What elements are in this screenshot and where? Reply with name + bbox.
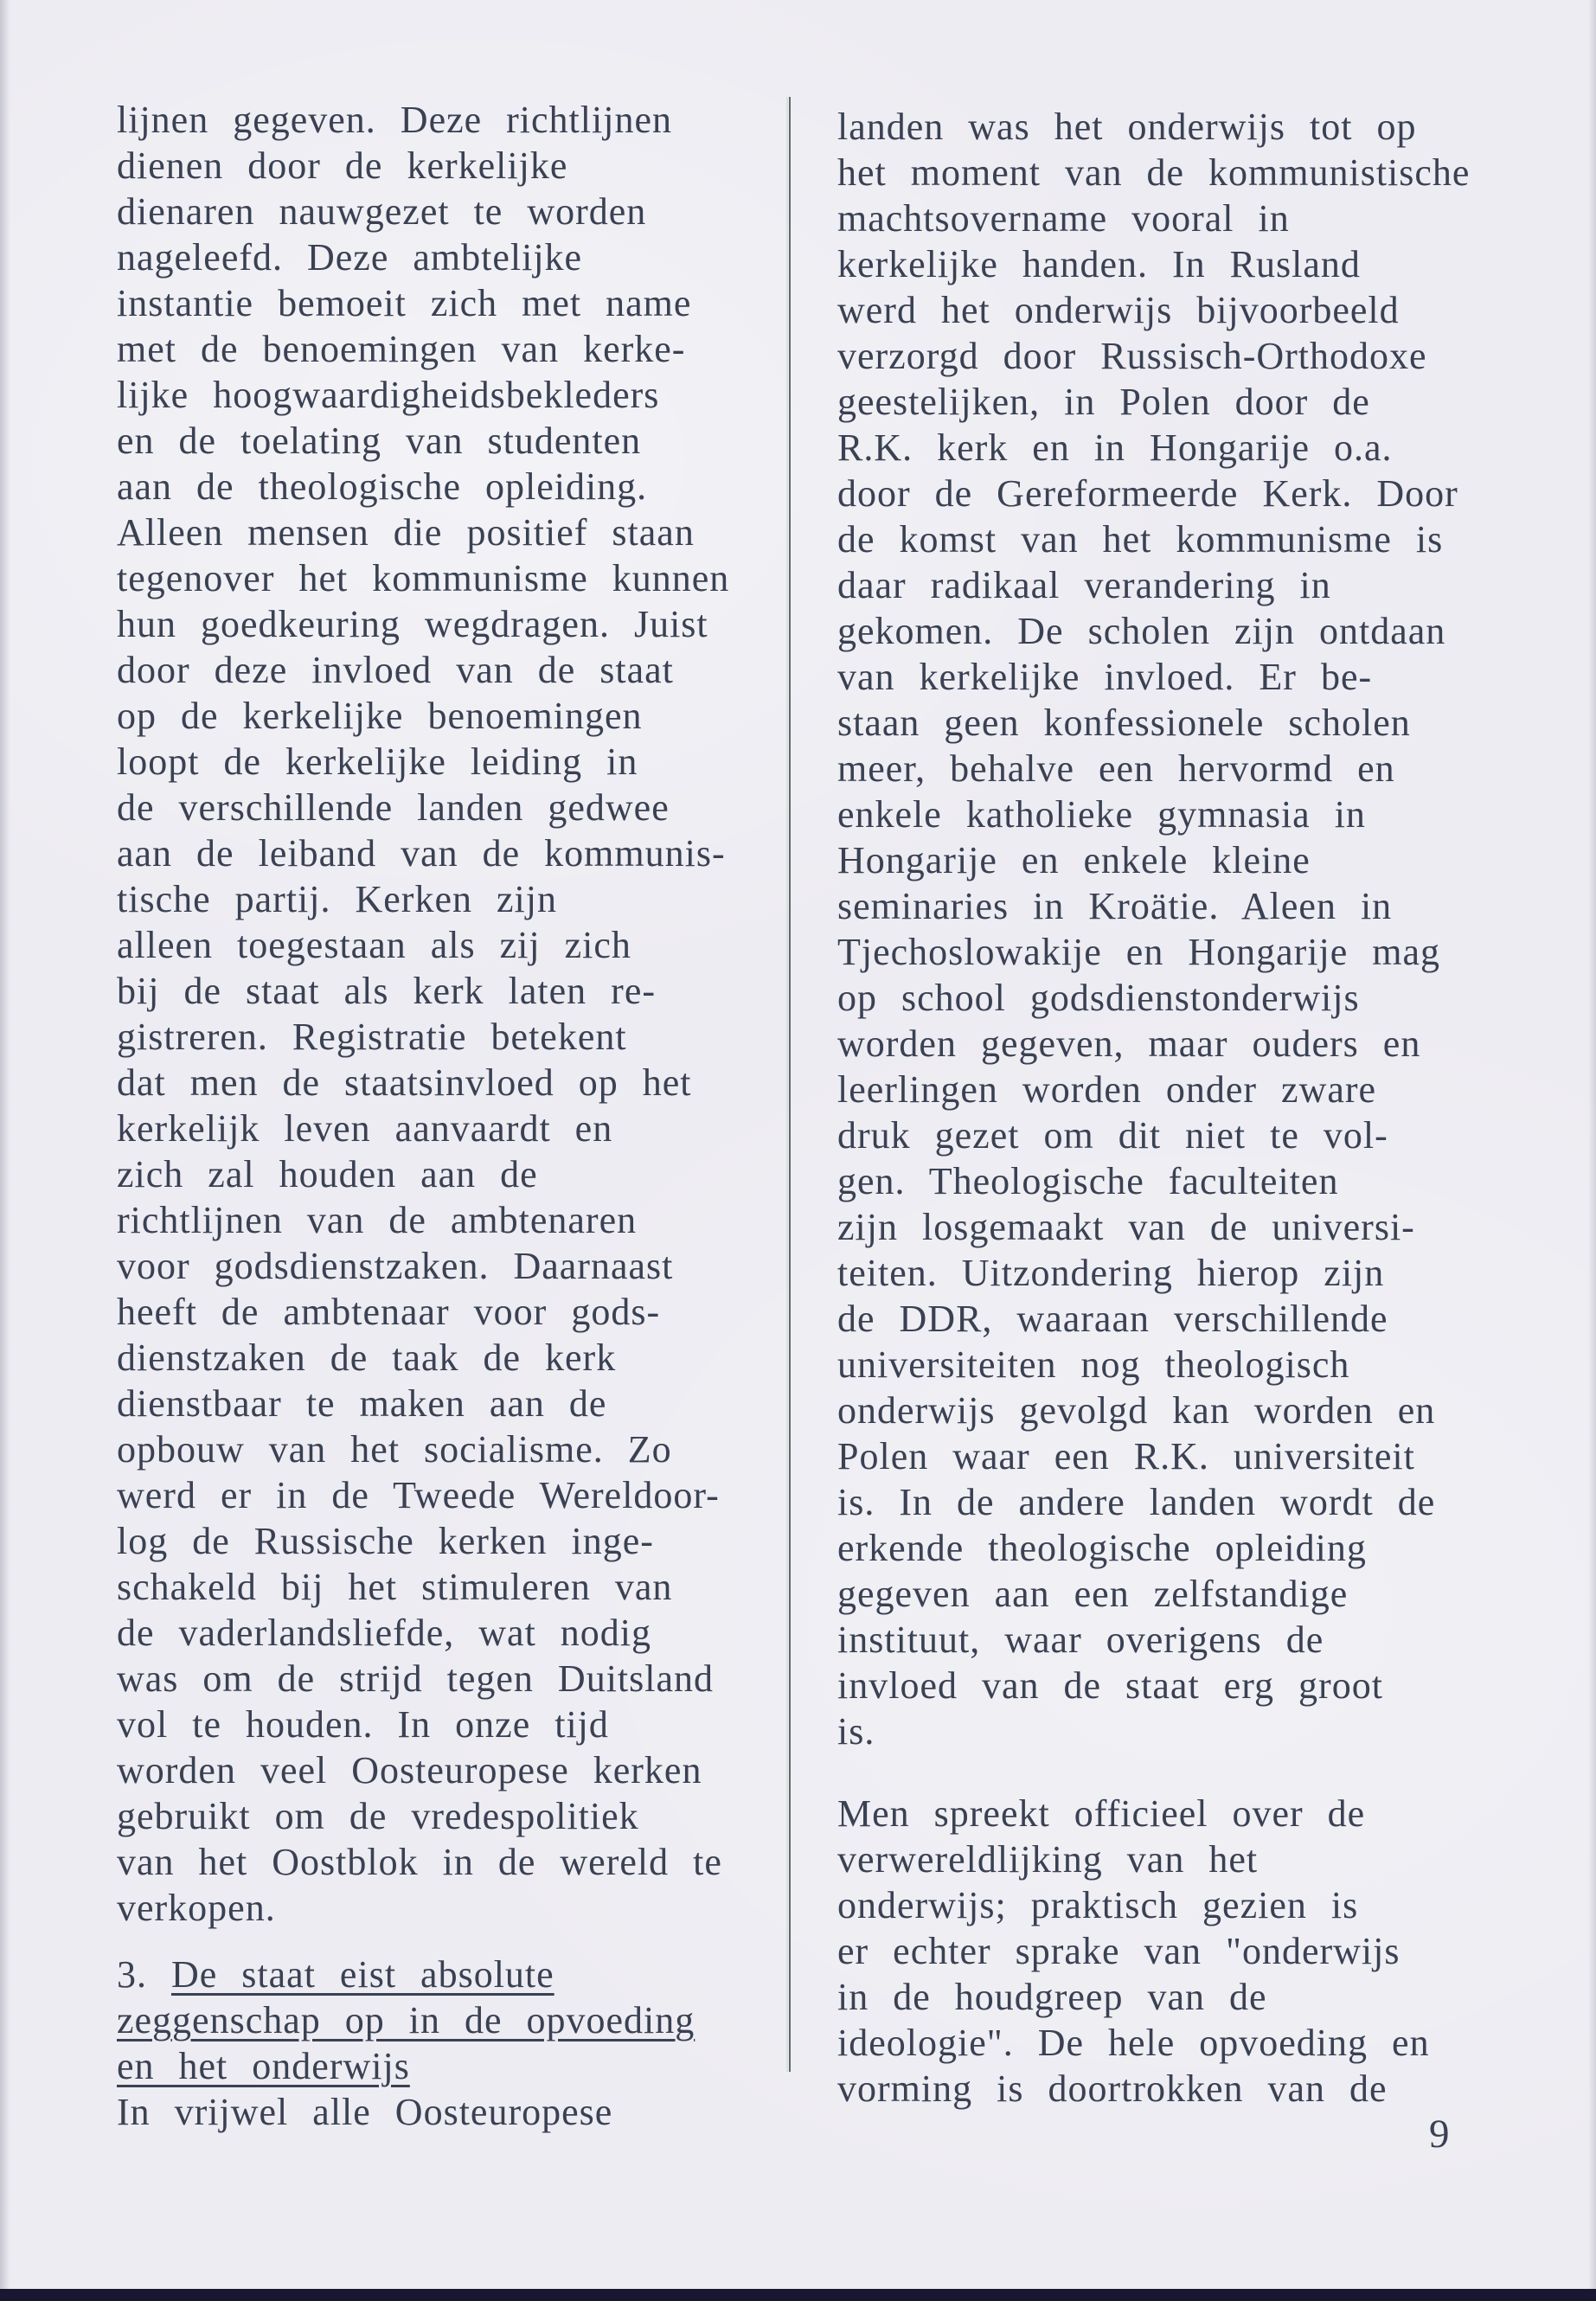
text-line: Hongarije en enkele kleine (837, 839, 1311, 881)
text-line: verwereldlijking van het (837, 1838, 1259, 1881)
text-line: gistreren. Registratie betekent (117, 1016, 627, 1058)
text-line: dienaren nauwgezet te worden (117, 190, 647, 233)
text-line: verkopen. (117, 1887, 276, 1929)
text-line: daar radikaal verandering in (837, 564, 1331, 606)
text-line: aan de leiband van de kommunis- (117, 832, 726, 875)
text-line: is. (837, 1710, 875, 1753)
text-line: werd het onderwijs bijvoorbeeld (837, 289, 1400, 331)
text-line: gekomen. De scholen zijn ontdaan (837, 610, 1446, 652)
text-line: schakeld bij het stimuleren van (117, 1566, 673, 1608)
page-right-edge-shadow (1588, 0, 1596, 2301)
text-line: kerkelijk leven aanvaardt en (117, 1107, 613, 1150)
text-line: op de kerkelijke benoemingen (117, 695, 643, 737)
text-line: instituut, waar overigens de (837, 1618, 1324, 1661)
text-line: aan de theologische opleiding. (117, 465, 648, 508)
text-line: voor godsdienstzaken. Daarnaast (117, 1245, 674, 1287)
text-line: gebruikt om de vredespolitiek (117, 1795, 639, 1837)
page-left-edge-shadow (0, 0, 10, 2301)
text-line: landen was het onderwijs tot op (837, 106, 1417, 148)
text-line: staan geen konfessionele scholen (837, 702, 1411, 744)
text-line: gegeven aan een zelfstandige (837, 1573, 1349, 1615)
text-line: enkele katholieke gymnasia in (837, 793, 1366, 836)
text-line: alleen toegestaan als zij zich (117, 924, 631, 966)
text-line: erkende theologische opleiding (837, 1527, 1367, 1569)
text-line: en de toelating van studenten (117, 420, 642, 462)
text-line: heeft de ambtenaar voor gods- (117, 1291, 661, 1333)
text-line: in de houdgreep van de (837, 1976, 1267, 2018)
text-line: loopt de kerkelijke leiding in (117, 740, 638, 783)
text-line: vol te houden. In onze tijd (117, 1703, 609, 1746)
left-paragraph-1 (117, 97, 790, 1931)
text-line: log de Russische kerken inge- (117, 1520, 654, 1562)
text-line: Alleen mensen die positief staan (117, 511, 695, 554)
page-number: 9 (1429, 2112, 1450, 2157)
text-line: op school godsdienstonderwijs (837, 977, 1360, 1019)
text-line: onderwijs gevolgd kan worden en (837, 1389, 1436, 1432)
section-title-part-1: De staat eist absolute (171, 1953, 554, 1996)
right-column (837, 104, 1560, 2112)
text-line: R.K. kerk en in Hongarije o.a. (837, 426, 1393, 469)
text-line: Tjechoslowakije en Hongarije mag (837, 931, 1441, 973)
text-line: gen. Theologische faculteiten (837, 1160, 1339, 1202)
text-line: onderwijs; praktisch gezien is (837, 1884, 1359, 1926)
text-line: instantie bemoeit zich met name (117, 282, 692, 324)
text-line: er echter sprake van "onderwijs (837, 1930, 1401, 1972)
text-line: zijn losgemaakt van de universi- (837, 1206, 1415, 1248)
section-number: 3. (117, 1953, 171, 1996)
section-heading-line-1 (117, 1952, 790, 1997)
text-line: geestelijken, in Polen door de (837, 381, 1370, 423)
text-line: meer, behalve een hervormd en (837, 747, 1395, 790)
text-line: lijnen gegeven. Deze richtlijnen (117, 99, 672, 141)
text-line: tische partij. Kerken zijn (117, 878, 557, 920)
text-line: kerkelijke handen. In Rusland (837, 243, 1361, 285)
text-line: universiteiten nog theologisch (837, 1343, 1350, 1386)
section-heading-line-2: zeggenschap op in de opvoeding (117, 1999, 695, 2041)
text-line: dienstbaar te maken aan de (117, 1382, 607, 1425)
text-line: van het Oostblok in de wereld te (117, 1841, 722, 1883)
text-line: verzorgd door Russisch-Orthodoxe (837, 335, 1427, 377)
scan-bottom-bar (0, 2289, 1596, 2301)
text-line: Polen waar een R.K. universiteit (837, 1435, 1415, 1477)
text-line: ideologie". De hele opvoeding en (837, 2022, 1430, 2064)
text-line: nageleefd. Deze ambtelijke (117, 236, 583, 279)
text-line: leerlingen worden onder zware (837, 1068, 1377, 1111)
text-line: opbouw van het socialisme. Zo (117, 1428, 672, 1471)
left-column (117, 97, 790, 2135)
text-line: door deze invloed van de staat (117, 649, 674, 691)
text-line: dienen door de kerkelijke (117, 144, 568, 187)
text-line: hun goedkeuring wegdragen. Juist (117, 603, 708, 645)
text-line: de DDR, waaraan verschillende (837, 1298, 1388, 1340)
text-line: dat men de staatsinvloed op het (117, 1061, 692, 1104)
text-line: werd er in de Tweede Wereldoor- (117, 1474, 720, 1516)
text-line: door de Gereformeerde Kerk. Door (837, 472, 1458, 515)
text-line: vorming is doortrokken van de (837, 2067, 1388, 2110)
right-paragraph-2 (837, 1791, 1560, 2112)
text-line: teiten. Uitzondering hierop zijn (837, 1252, 1385, 1294)
right-paragraph-1 (837, 104, 1560, 1754)
text-line: seminaries in Kroätie. Aleen in (837, 885, 1393, 927)
text-line: zich zal houden aan de (117, 1153, 538, 1195)
text-line: machtsovername vooral in (837, 197, 1290, 240)
text-line: is. In de andere landen wordt de (837, 1481, 1436, 1523)
text-line: worden veel Oosteuropese kerken (117, 1749, 702, 1791)
text-line: worden gegeven, maar ouders en (837, 1022, 1421, 1065)
text-line: bij de staat als kerk laten re- (117, 970, 657, 1012)
text-line: druk gezet om dit niet te vol- (837, 1114, 1388, 1157)
text-line: de komst van het kommunisme is (837, 518, 1444, 561)
text-line: was om de strijd tegen Duitsland (117, 1657, 715, 1700)
text-line: met de benoemingen van kerke- (117, 328, 686, 370)
text-line: invloed van de staat erg groot (837, 1664, 1383, 1707)
text-line: Men spreekt officieel over de (837, 1792, 1366, 1835)
section-heading-line-3: en het onderwijs (117, 2045, 410, 2087)
text-line: lijke hoogwaardigheidsbekleders (117, 374, 660, 416)
text-line: dienstzaken de taak de kerk (117, 1336, 617, 1379)
text-line: de vaderlandsliefde, wat nodig (117, 1612, 652, 1654)
text-line: tegenover het kommunisme kunnen (117, 557, 730, 599)
text-line: richtlijnen van de ambtenaren (117, 1199, 638, 1241)
text-line: het moment van de kommunistische (837, 151, 1471, 194)
left-closing-line: In vrijwel alle Oosteuropese (117, 2091, 613, 2133)
text-line: de verschillende landen gedwee (117, 786, 670, 829)
text-line: van kerkelijke invloed. Er be- (837, 656, 1373, 698)
